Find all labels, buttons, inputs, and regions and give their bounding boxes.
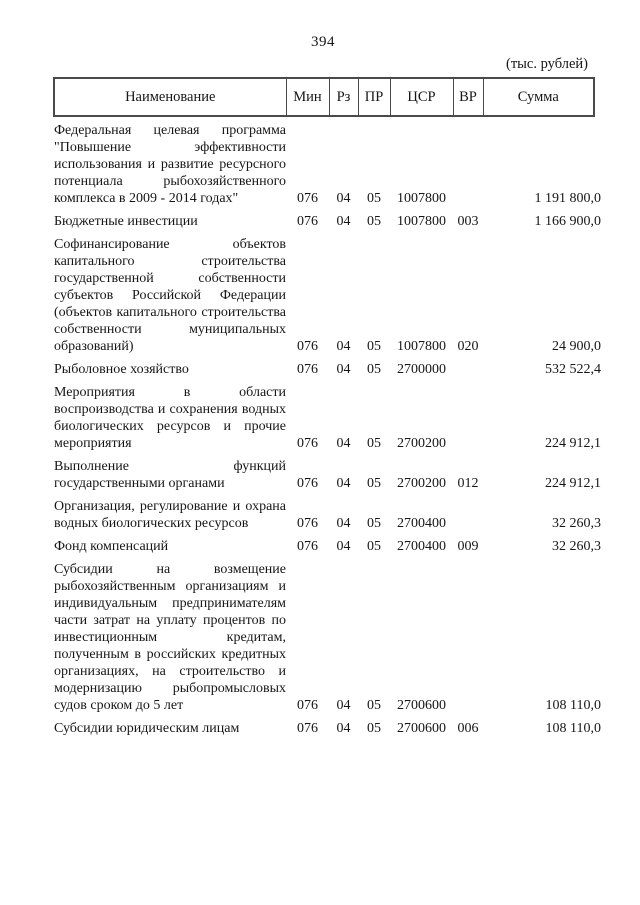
sum-value: 224 912,1 [545, 476, 601, 491]
cell-min: 076 [297, 362, 318, 377]
cell-name: Субсидии юридическим лицам [54, 721, 240, 736]
cell-name: Мероприятия в области воспроизводства и сохранения водных биологических ресурсов и прочие мероприятия [54, 385, 286, 451]
cell-min: 076 [297, 436, 318, 451]
cell-name: Организация, регулирование и охрана водных биологических ресурсов [54, 499, 286, 531]
cell-sum [483, 236, 601, 361]
cell-vr [453, 384, 483, 458]
cell-sum [483, 561, 601, 720]
cell-pr: 05 [367, 476, 381, 491]
cell-sum [483, 213, 601, 236]
table-row [54, 720, 594, 743]
table-row [54, 236, 594, 361]
sum-value: 32 260,3 [552, 516, 601, 531]
cell-rz: 04 [336, 339, 351, 354]
cell-csr: 2700600 [397, 698, 446, 713]
cell-name: Выполнение функций государственными органами [54, 459, 286, 491]
table-row [54, 361, 594, 384]
cell-vr: 012 [457, 476, 479, 491]
cell-sum [483, 458, 601, 498]
cell-name: Федеральная целевая программа "Повышение эффективности использования и развитие ресурсного потенциала рыбохозяйственного комплекса в 2009 - 2014 годах" [54, 123, 286, 206]
sum-value: 24 900,0 [552, 339, 601, 354]
cell-name: Рыболовное хозяйство [54, 362, 189, 377]
cell-vr [453, 361, 483, 384]
cell-sum [483, 116, 601, 213]
cell-vr [453, 498, 483, 538]
cell-sum [483, 361, 601, 384]
cell-min: 076 [297, 698, 318, 713]
cell-rz: 04 [336, 436, 351, 451]
cell-csr: 2700400 [397, 516, 446, 531]
cell-pr: 05 [367, 516, 381, 531]
units-note: (тыс. рублей) [506, 56, 588, 72]
col-header-name: Наименование [54, 78, 286, 116]
cell-sum [483, 538, 601, 561]
cell-pr: 05 [367, 698, 381, 713]
cell-vr [453, 561, 483, 720]
col-header-min: Мин [286, 78, 329, 116]
cell-csr: 2700200 [397, 436, 446, 451]
sum-value: 108 110,0 [545, 721, 601, 736]
cell-rz: 04 [336, 516, 351, 531]
sum-value: 108 110,0 [545, 698, 601, 713]
table-row [54, 538, 594, 561]
cell-rz: 04 [336, 539, 351, 554]
col-header-rz: Рз [329, 78, 358, 116]
cell-pr: 05 [367, 191, 381, 206]
cell-pr: 05 [367, 721, 381, 736]
cell-name: Субсидии на возмещение рыбохозяйственным организациям и индивидуальным предпринимателям части затрат на уплату процентов по инвестиционным кредитам, полученным в российских кредитных организациях, на строительство и модернизацию рыбопромысловых судов сроком до 5 лет [54, 562, 286, 713]
cell-csr: 1007800 [397, 191, 446, 206]
sum-value: 1 166 900,0 [534, 214, 601, 229]
cell-min: 076 [297, 191, 318, 206]
cell-rz: 04 [336, 698, 351, 713]
cell-rz: 04 [336, 214, 351, 229]
cell-min: 076 [297, 721, 318, 736]
table-header-row [54, 78, 594, 116]
table-row [54, 498, 594, 538]
col-header-pr: ПР [358, 78, 390, 116]
cell-min: 076 [297, 476, 318, 491]
cell-vr: 009 [457, 539, 479, 554]
table-row [54, 213, 594, 236]
cell-sum [483, 720, 601, 743]
cell-pr: 05 [367, 539, 381, 554]
cell-pr: 05 [367, 436, 381, 451]
col-header-vr: ВР [453, 78, 483, 116]
sum-value: 32 260,3 [552, 539, 601, 554]
cell-csr: 1007800 [397, 339, 446, 354]
cell-csr: 2700600 [397, 721, 446, 736]
cell-vr: 006 [457, 721, 479, 736]
cell-rz: 04 [336, 721, 351, 736]
table-row [54, 116, 594, 213]
cell-pr: 05 [367, 339, 381, 354]
sum-value: 224 912,1 [545, 436, 601, 451]
page-number: 394 [311, 34, 335, 50]
table-row [54, 561, 594, 720]
cell-min: 076 [297, 516, 318, 531]
cell-pr: 05 [367, 362, 381, 377]
cell-csr: 1007800 [397, 214, 446, 229]
table-row [54, 458, 594, 498]
cell-min: 076 [297, 339, 318, 354]
sum-value: 1 191 800,0 [534, 191, 601, 206]
cell-rz: 04 [336, 191, 351, 206]
cell-min: 076 [297, 214, 318, 229]
cell-vr: 020 [457, 339, 479, 354]
col-header-sum: Сумма [483, 78, 594, 116]
cell-vr [453, 116, 483, 213]
cell-rz: 04 [336, 362, 351, 377]
cell-csr: 2700400 [397, 539, 446, 554]
sum-value: 532 522,4 [545, 362, 601, 377]
cell-name: Фонд компенсаций [54, 539, 169, 554]
budget-table [53, 77, 601, 743]
col-header-csr: ЦСР [390, 78, 453, 116]
cell-vr: 003 [457, 214, 479, 229]
cell-min: 076 [297, 539, 318, 554]
cell-csr: 2700000 [397, 362, 446, 377]
cell-name: Бюджетные инвестиции [54, 214, 198, 229]
cell-sum [483, 384, 601, 458]
cell-csr: 2700200 [397, 476, 446, 491]
cell-rz: 04 [336, 476, 351, 491]
cell-name: Софинансирование объектов капитального строительства государственной собственности субъектов Российской Федерации (объектов капитального строительства собственности муниципальных образований) [54, 237, 286, 354]
table-row [54, 384, 594, 458]
cell-pr: 05 [367, 214, 381, 229]
cell-sum [483, 498, 601, 538]
